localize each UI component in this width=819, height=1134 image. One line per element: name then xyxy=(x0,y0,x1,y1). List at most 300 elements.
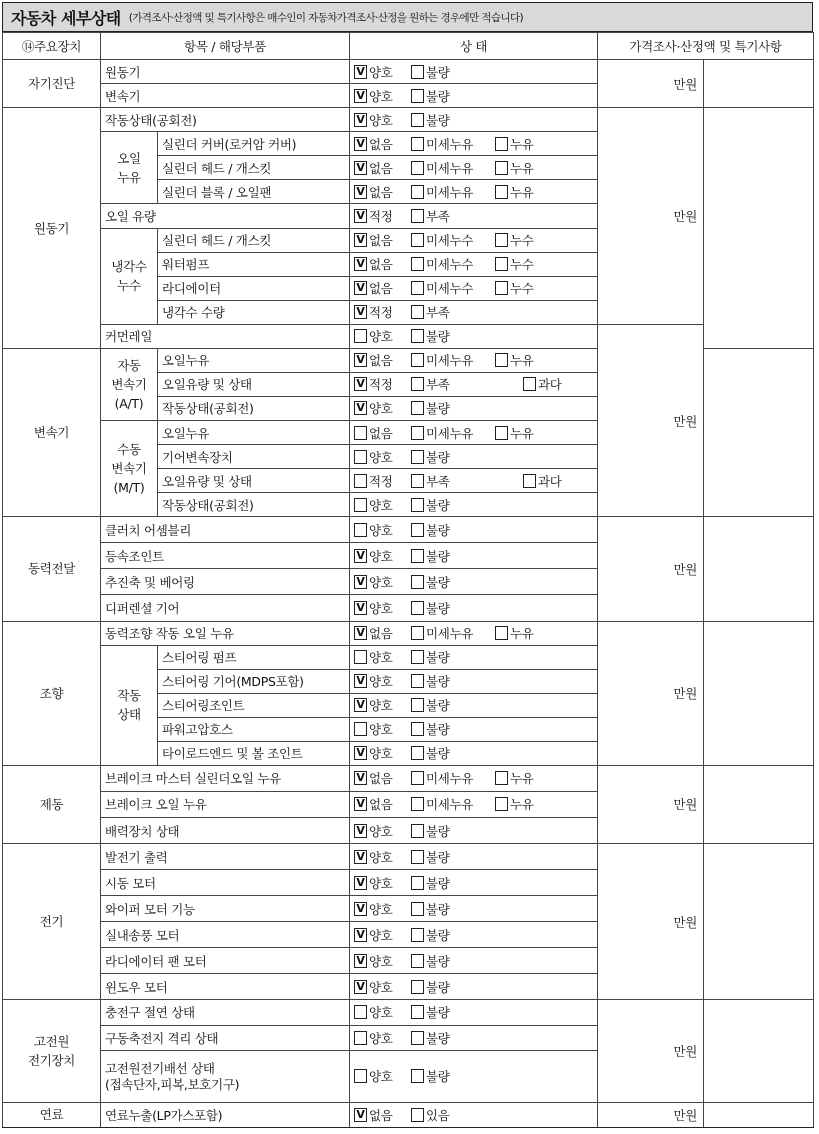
state-option[interactable] xyxy=(411,624,495,642)
checked-box-icon[interactable]: V xyxy=(354,1108,367,1122)
checked-box-icon[interactable]: V xyxy=(354,902,367,916)
empty-box-icon[interactable] xyxy=(411,185,424,199)
note-cell[interactable] xyxy=(704,348,814,516)
empty-box-icon[interactable] xyxy=(495,233,508,247)
empty-box-icon[interactable] xyxy=(495,137,508,151)
state-option[interactable] xyxy=(354,696,411,714)
checked-box-icon[interactable]: V xyxy=(354,980,367,994)
group-transmission: 변속기 xyxy=(3,348,101,516)
checked-box-icon[interactable]: V xyxy=(354,113,367,127)
note-cell[interactable] xyxy=(704,1102,814,1127)
state-option[interactable] xyxy=(495,159,534,177)
option-label: 미세누유 xyxy=(426,771,474,787)
empty-box-icon[interactable] xyxy=(411,161,424,175)
state-option[interactable] xyxy=(523,472,562,490)
state-option[interactable] xyxy=(411,769,495,787)
state-option[interactable] xyxy=(354,795,411,813)
empty-box-icon[interactable] xyxy=(495,771,508,785)
note-cell[interactable] xyxy=(704,844,814,1000)
state-option[interactable] xyxy=(354,978,411,996)
option-label: 양호 xyxy=(369,1069,393,1085)
empty-box-icon[interactable] xyxy=(411,746,424,760)
state-option[interactable] xyxy=(411,1067,450,1085)
subgroup-auto-trans: 자동 변속기 (A/T) xyxy=(101,348,158,420)
option-label: 불량 xyxy=(426,953,450,969)
state-option[interactable] xyxy=(411,795,495,813)
item-state xyxy=(350,693,598,717)
empty-box-icon[interactable] xyxy=(411,698,424,712)
option-label: 양호 xyxy=(369,722,393,738)
option-label: 양호 xyxy=(369,329,393,345)
state-option[interactable] xyxy=(354,1067,411,1085)
option-label: 불량 xyxy=(426,64,450,80)
item-label: 실린더 헤드 / 개스킷 xyxy=(158,156,350,180)
state-option[interactable] xyxy=(411,822,450,840)
state-option[interactable] xyxy=(495,183,534,201)
state-option[interactable] xyxy=(411,848,450,866)
state-option[interactable] xyxy=(495,135,534,153)
item-label: 브레이크 오일 누유 xyxy=(101,791,350,817)
empty-box-icon[interactable] xyxy=(411,281,424,295)
empty-box-icon[interactable] xyxy=(411,523,424,537)
item-state xyxy=(350,621,598,645)
option-label: 불량 xyxy=(426,329,450,345)
option-label: 양호 xyxy=(369,64,393,80)
option-label: 없음 xyxy=(369,257,393,273)
state-option[interactable] xyxy=(411,231,495,249)
option-label: 불량 xyxy=(426,650,450,666)
note-cell[interactable] xyxy=(704,765,814,843)
checked-box-icon[interactable]: V xyxy=(354,305,367,319)
subgroup-manual-trans: 수동 변속기 (M/T) xyxy=(101,421,158,517)
state-option[interactable] xyxy=(523,375,562,393)
option-label: 과다 xyxy=(538,377,562,393)
option-label: 양호 xyxy=(369,953,393,969)
state-option[interactable] xyxy=(411,111,450,129)
option-label: 불량 xyxy=(426,548,450,564)
item-state xyxy=(350,156,598,180)
checked-box-icon[interactable]: V xyxy=(354,698,367,712)
empty-box-icon[interactable] xyxy=(411,137,424,151)
state-option[interactable] xyxy=(495,424,534,442)
item-label: 작동상태(공회전) xyxy=(101,108,350,132)
empty-box-icon[interactable] xyxy=(411,797,424,811)
item-state xyxy=(350,870,598,896)
empty-box-icon[interactable] xyxy=(354,426,367,440)
empty-box-icon[interactable] xyxy=(411,305,424,319)
option-label: 불량 xyxy=(426,497,450,513)
checked-box-icon[interactable]: V xyxy=(354,746,367,760)
item-label: 고전원전기배선 상태 (접속단자,피복,보호기구) xyxy=(101,1050,350,1102)
item-state xyxy=(350,132,598,156)
item-label: 발전기 출력 xyxy=(101,844,350,870)
item-state xyxy=(350,204,598,228)
item-label: 오일유량 및 상태 xyxy=(158,469,350,493)
empty-box-icon[interactable] xyxy=(354,523,367,537)
checked-box-icon[interactable]: V xyxy=(354,797,367,811)
price-unit: 만원 xyxy=(598,324,704,517)
empty-box-icon[interactable] xyxy=(495,797,508,811)
state-option[interactable] xyxy=(354,1003,411,1021)
item-state xyxy=(350,1025,598,1050)
state-option[interactable] xyxy=(354,848,411,866)
empty-box-icon[interactable] xyxy=(411,450,424,464)
empty-box-icon[interactable] xyxy=(411,850,424,864)
state-option[interactable] xyxy=(354,496,411,514)
state-option[interactable] xyxy=(354,744,411,762)
item-label: 스티어링 펌프 xyxy=(158,645,350,669)
checked-box-icon[interactable]: V xyxy=(354,257,367,271)
group-electrical: 전기 xyxy=(3,844,101,1000)
state-option[interactable] xyxy=(411,351,495,369)
empty-box-icon[interactable] xyxy=(495,626,508,640)
state-option[interactable] xyxy=(354,424,411,442)
checked-box-icon[interactable]: V xyxy=(354,65,367,79)
empty-box-icon[interactable] xyxy=(411,549,424,563)
item-label: 파워고압호스 xyxy=(158,717,350,741)
empty-box-icon[interactable] xyxy=(411,1108,424,1122)
state-option[interactable] xyxy=(495,255,534,273)
checked-box-icon[interactable]: V xyxy=(354,185,367,199)
price-unit: 만원 xyxy=(598,1102,704,1127)
item-state xyxy=(350,844,598,870)
state-option[interactable] xyxy=(354,720,411,738)
checked-box-icon[interactable]: V xyxy=(354,850,367,864)
item-state xyxy=(350,569,598,595)
item-state xyxy=(350,1050,598,1102)
state-option[interactable] xyxy=(411,448,450,466)
state-option[interactable] xyxy=(411,874,450,892)
option-label: 누유 xyxy=(510,353,534,369)
empty-box-icon[interactable] xyxy=(411,401,424,415)
empty-box-icon[interactable] xyxy=(411,601,424,615)
item-state xyxy=(350,645,598,669)
checked-box-icon[interactable]: V xyxy=(354,575,367,589)
option-label: 미세누수 xyxy=(426,281,474,297)
empty-box-icon[interactable] xyxy=(411,928,424,942)
checked-box-icon[interactable]: V xyxy=(354,549,367,563)
option-label: 누유 xyxy=(510,626,534,642)
price-unit: 만원 xyxy=(598,621,704,765)
state-option[interactable] xyxy=(411,375,495,393)
state-option[interactable] xyxy=(354,327,411,345)
empty-box-icon[interactable] xyxy=(411,233,424,247)
option-label: 누유 xyxy=(510,771,534,787)
state-option[interactable] xyxy=(354,599,411,617)
state-option[interactable] xyxy=(411,900,450,918)
state-option[interactable] xyxy=(411,159,495,177)
empty-box-icon[interactable] xyxy=(495,281,508,295)
state-option[interactable] xyxy=(411,279,495,297)
state-option[interactable] xyxy=(495,351,534,369)
state-option[interactable] xyxy=(354,231,411,249)
note-cell[interactable] xyxy=(704,1000,814,1102)
state-option[interactable] xyxy=(411,496,450,514)
empty-box-icon[interactable] xyxy=(411,722,424,736)
empty-box-icon[interactable] xyxy=(523,377,536,391)
item-label: 스티어링조인트 xyxy=(158,693,350,717)
checked-box-icon[interactable]: V xyxy=(354,233,367,247)
item-state xyxy=(350,595,598,621)
empty-box-icon[interactable] xyxy=(523,474,536,488)
state-option[interactable] xyxy=(411,696,450,714)
state-option[interactable] xyxy=(354,769,411,787)
item-label: 와이퍼 모터 기능 xyxy=(101,896,350,922)
state-option[interactable] xyxy=(354,375,411,393)
empty-box-icon[interactable] xyxy=(354,650,367,664)
state-option[interactable] xyxy=(411,327,450,345)
state-option[interactable] xyxy=(495,769,534,787)
empty-box-icon[interactable] xyxy=(411,674,424,688)
state-option[interactable] xyxy=(354,1029,411,1047)
empty-box-icon[interactable] xyxy=(411,575,424,589)
option-label: 누수 xyxy=(510,281,534,297)
item-state xyxy=(350,948,598,974)
empty-box-icon[interactable] xyxy=(411,209,424,223)
option-label: 양호 xyxy=(369,112,393,128)
state-option[interactable] xyxy=(495,624,534,642)
state-option[interactable] xyxy=(354,874,411,892)
empty-box-icon[interactable] xyxy=(411,1069,424,1083)
checked-box-icon[interactable]: V xyxy=(354,281,367,295)
item-label: 오일누유 xyxy=(158,421,350,445)
empty-box-icon[interactable] xyxy=(411,377,424,391)
empty-box-icon[interactable] xyxy=(495,161,508,175)
checked-box-icon[interactable]: V xyxy=(354,377,367,391)
checked-box-icon[interactable]: V xyxy=(354,674,367,688)
state-option[interactable] xyxy=(411,952,450,970)
state-option[interactable] xyxy=(411,978,450,996)
state-option[interactable] xyxy=(354,672,411,690)
state-option[interactable] xyxy=(354,547,411,565)
option-label: 양호 xyxy=(369,497,393,513)
state-option[interactable] xyxy=(411,472,495,490)
item-state xyxy=(350,324,598,348)
empty-box-icon[interactable] xyxy=(354,722,367,736)
option-label: 불량 xyxy=(426,849,450,865)
state-option[interactable] xyxy=(354,183,411,201)
empty-box-icon[interactable] xyxy=(411,771,424,785)
empty-box-icon[interactable] xyxy=(354,1005,367,1019)
item-state xyxy=(350,108,598,132)
state-option[interactable] xyxy=(411,573,450,591)
option-label: 적정 xyxy=(369,473,393,489)
option-label: 미세누유 xyxy=(426,184,474,200)
note-cell[interactable] xyxy=(704,108,814,349)
state-option[interactable] xyxy=(411,547,450,565)
empty-box-icon[interactable] xyxy=(411,824,424,838)
group-brake: 제동 xyxy=(3,765,101,843)
empty-box-icon[interactable] xyxy=(411,876,424,890)
empty-box-icon[interactable] xyxy=(495,185,508,199)
state-option[interactable] xyxy=(354,822,411,840)
empty-box-icon[interactable] xyxy=(411,1005,424,1019)
state-option[interactable] xyxy=(411,183,495,201)
empty-box-icon[interactable] xyxy=(411,474,424,488)
empty-box-icon[interactable] xyxy=(411,650,424,664)
option-label: 불량 xyxy=(426,522,450,538)
empty-box-icon[interactable] xyxy=(411,902,424,916)
state-option[interactable] xyxy=(411,424,495,442)
checked-box-icon[interactable]: V xyxy=(354,601,367,615)
note-cell[interactable] xyxy=(704,621,814,765)
state-option[interactable] xyxy=(411,672,450,690)
checked-box-icon[interactable]: V xyxy=(354,824,367,838)
item-label: 구동축전지 격리 상태 xyxy=(101,1025,350,1050)
state-option[interactable] xyxy=(411,744,450,762)
state-option[interactable] xyxy=(495,795,534,813)
empty-box-icon[interactable] xyxy=(411,113,424,127)
state-option[interactable] xyxy=(354,63,411,81)
empty-box-icon[interactable] xyxy=(495,353,508,367)
item-label: 기어변속장치 xyxy=(158,445,350,469)
option-label: 없음 xyxy=(369,160,393,176)
empty-box-icon[interactable] xyxy=(354,450,367,464)
option-label: 양호 xyxy=(369,698,393,714)
state-option[interactable] xyxy=(354,111,411,129)
empty-box-icon[interactable] xyxy=(411,498,424,512)
empty-box-icon[interactable] xyxy=(411,1031,424,1045)
option-label: 없음 xyxy=(369,353,393,369)
option-label: 누유 xyxy=(510,136,534,152)
state-option[interactable] xyxy=(495,279,534,297)
state-option[interactable] xyxy=(354,135,411,153)
empty-box-icon[interactable] xyxy=(495,257,508,271)
checked-box-icon[interactable]: V xyxy=(354,209,367,223)
empty-box-icon[interactable] xyxy=(411,426,424,440)
state-option[interactable] xyxy=(354,624,411,642)
option-label: 적정 xyxy=(369,305,393,321)
option-label: 과다 xyxy=(538,473,562,489)
checked-box-icon[interactable]: V xyxy=(354,626,367,640)
state-option[interactable] xyxy=(354,573,411,591)
state-option[interactable] xyxy=(354,159,411,177)
state-option[interactable] xyxy=(354,521,411,539)
col-header-device: ⑭주요장치 xyxy=(3,33,101,60)
checked-box-icon[interactable]: V xyxy=(354,89,367,103)
option-label: 미세누유 xyxy=(426,353,474,369)
empty-box-icon[interactable] xyxy=(411,980,424,994)
state-option[interactable] xyxy=(411,135,495,153)
state-option[interactable] xyxy=(411,720,450,738)
state-option[interactable] xyxy=(354,351,411,369)
state-option[interactable] xyxy=(354,279,411,297)
state-option[interactable] xyxy=(411,648,450,666)
item-label: 브레이크 마스터 실린더오일 누유 xyxy=(101,765,350,791)
state-option[interactable] xyxy=(411,255,495,273)
item-label: 라디에이터 팬 모터 xyxy=(101,948,350,974)
price-unit: 만원 xyxy=(598,60,704,108)
item-state xyxy=(350,791,598,817)
state-option[interactable] xyxy=(354,472,411,490)
empty-box-icon[interactable] xyxy=(354,474,367,488)
checked-box-icon[interactable]: V xyxy=(354,161,367,175)
empty-box-icon[interactable] xyxy=(411,329,424,343)
state-option[interactable] xyxy=(411,1029,450,1047)
state-option[interactable] xyxy=(354,87,411,105)
state-option[interactable] xyxy=(411,1106,450,1124)
state-option[interactable] xyxy=(411,599,450,617)
option-label: 양호 xyxy=(369,600,393,616)
col-header-item: 항목 / 해당부품 xyxy=(101,33,350,60)
option-label: 양호 xyxy=(369,574,393,590)
col-header-state: 상 태 xyxy=(350,33,598,60)
checked-box-icon[interactable]: V xyxy=(354,876,367,890)
option-label: 불량 xyxy=(426,722,450,738)
option-label: 양호 xyxy=(369,401,393,417)
checked-box-icon[interactable]: V xyxy=(354,353,367,367)
state-option[interactable] xyxy=(354,255,411,273)
option-label: 누유 xyxy=(510,425,534,441)
state-option[interactable] xyxy=(411,303,450,321)
state-option[interactable] xyxy=(411,926,450,944)
state-option[interactable] xyxy=(411,399,450,417)
state-option[interactable] xyxy=(411,521,450,539)
checked-box-icon[interactable]: V xyxy=(354,137,367,151)
state-option[interactable] xyxy=(354,648,411,666)
subgroup-steer-operation: 작동 상태 xyxy=(101,645,158,765)
state-option[interactable] xyxy=(354,448,411,466)
empty-box-icon[interactable] xyxy=(495,426,508,440)
state-option[interactable] xyxy=(354,900,411,918)
option-label: 미세누수 xyxy=(426,257,474,273)
option-label: 불량 xyxy=(426,674,450,690)
empty-box-icon[interactable] xyxy=(411,65,424,79)
option-label: 불량 xyxy=(426,88,450,104)
note-cell[interactable] xyxy=(704,517,814,621)
state-option[interactable] xyxy=(354,952,411,970)
state-option[interactable] xyxy=(411,63,450,81)
price-unit: 만원 xyxy=(598,108,704,325)
state-option[interactable] xyxy=(411,1003,450,1021)
checked-box-icon[interactable]: V xyxy=(354,771,367,785)
checked-box-icon[interactable]: V xyxy=(354,928,367,942)
state-option[interactable] xyxy=(354,399,411,417)
item-label: 작동상태(공회전) xyxy=(158,493,350,517)
empty-box-icon[interactable] xyxy=(411,954,424,968)
empty-box-icon[interactable] xyxy=(411,626,424,640)
empty-box-icon[interactable] xyxy=(411,89,424,103)
item-state xyxy=(350,84,598,108)
state-option[interactable] xyxy=(354,926,411,944)
note-cell[interactable] xyxy=(704,60,814,108)
item-label: 냉각수 수량 xyxy=(158,300,350,324)
state-option[interactable] xyxy=(354,303,411,321)
state-option[interactable] xyxy=(354,207,411,225)
state-option[interactable] xyxy=(354,1106,411,1124)
checked-box-icon[interactable]: V xyxy=(354,401,367,415)
empty-box-icon[interactable] xyxy=(354,498,367,512)
empty-box-icon[interactable] xyxy=(411,257,424,271)
item-state xyxy=(350,300,598,324)
state-option[interactable] xyxy=(411,87,450,105)
option-label: 없음 xyxy=(369,184,393,200)
item-label: 실린더 블록 / 오일팬 xyxy=(158,180,350,204)
empty-box-icon[interactable] xyxy=(354,1031,367,1045)
option-label: 양호 xyxy=(369,849,393,865)
option-label: 불량 xyxy=(426,401,450,417)
price-unit: 만원 xyxy=(598,517,704,621)
checked-box-icon[interactable]: V xyxy=(354,954,367,968)
empty-box-icon[interactable] xyxy=(411,353,424,367)
option-label: 불량 xyxy=(426,1069,450,1085)
item-label: 윈도우 모터 xyxy=(101,974,350,1000)
empty-box-icon[interactable] xyxy=(354,329,367,343)
state-option[interactable] xyxy=(495,231,534,249)
state-option[interactable] xyxy=(411,207,450,225)
empty-box-icon[interactable] xyxy=(354,1069,367,1083)
item-label: 추진축 및 베어링 xyxy=(101,569,350,595)
